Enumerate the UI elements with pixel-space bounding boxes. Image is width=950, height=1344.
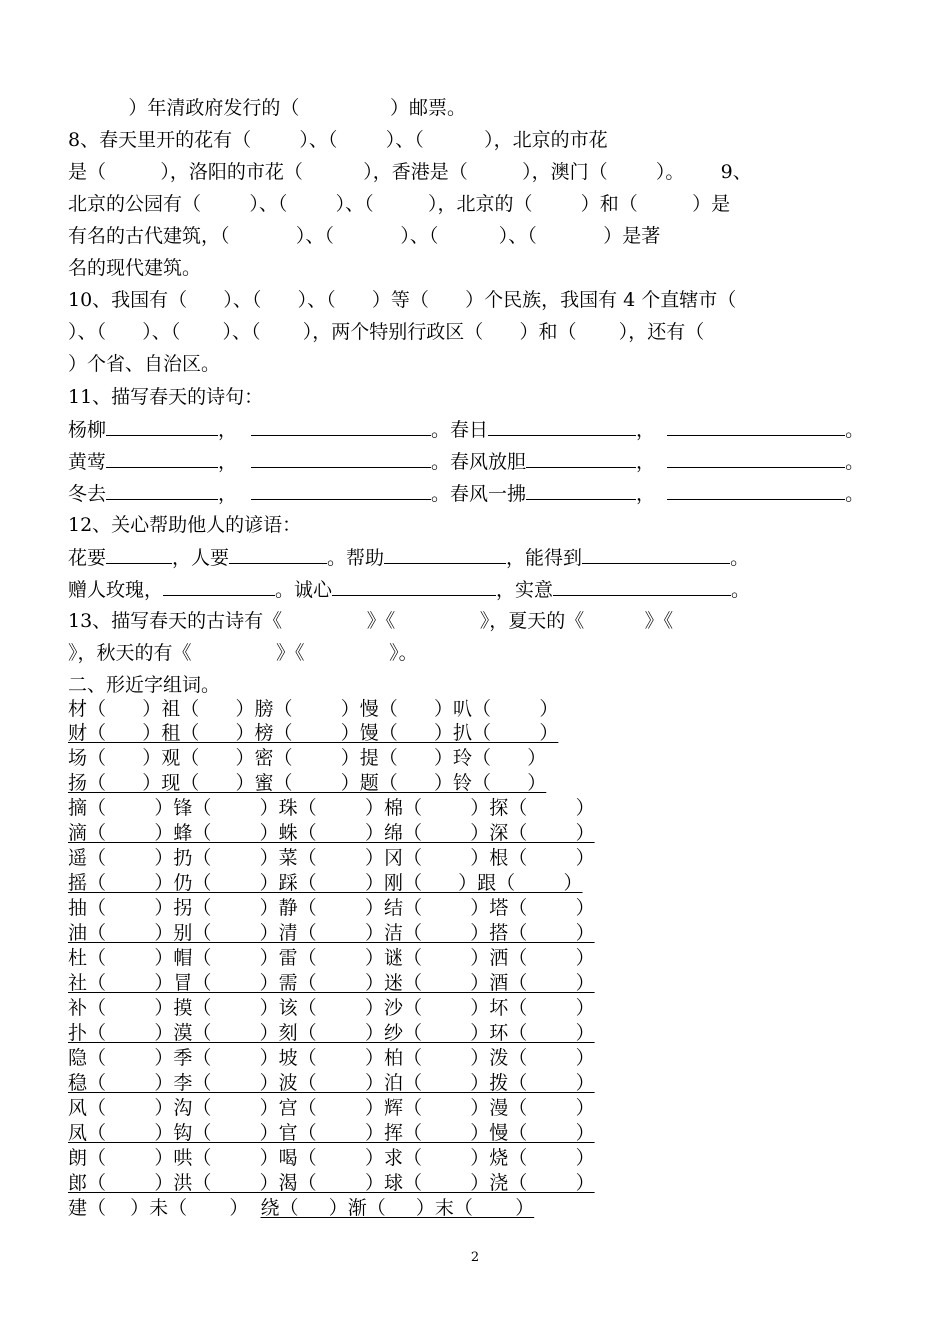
answer-blank[interactable]	[251, 449, 431, 468]
answer-blank[interactable]	[526, 481, 636, 500]
poem-mid: 。春风放胆	[431, 451, 527, 473]
char-row: 补（ ）摸（ ）该（ ）沙（ ）坏（ ）	[68, 997, 595, 1019]
punct: 。	[731, 579, 751, 601]
proverb-text: ，能得到	[506, 547, 583, 569]
text-line: 名的现代建筑。	[68, 257, 202, 279]
text-line: 是（ ），洛阳的市花（ ），香港是（ ），澳门（ ）。 9、	[68, 161, 752, 183]
punct: 。	[730, 547, 750, 569]
answer-blank[interactable]	[163, 577, 275, 596]
punct: ，	[218, 483, 238, 505]
answer-blank[interactable]	[667, 481, 845, 500]
poem-line	[68, 449, 864, 474]
poem-prefix: 杨柳	[68, 419, 107, 441]
proverb-line	[68, 577, 750, 602]
answer-blank[interactable]	[332, 577, 496, 596]
char-row: 杜（ ）帽（ ）雷（ ）谜（ ）洒（ ）	[68, 947, 595, 969]
text-line: 8、春天里开的花有（ ）、（ ）、（ ），北京的市花	[68, 129, 608, 151]
proverb-text: ，实意	[496, 579, 554, 601]
answer-blank[interactable]	[251, 417, 431, 436]
section-12-title: 12、关心帮助他人的谚语：	[68, 514, 302, 536]
char-row-part: 绕（ ）渐（ ）末（ ）	[260, 1197, 535, 1219]
section-13-line: 》，秋天的有《 》《 》。	[68, 642, 418, 664]
char-row: 场（ ）观（ ）密（ ）提（ ）玲（ ）	[68, 747, 547, 769]
proverb-text: 花要	[68, 547, 107, 569]
text-line: ）年清政府发行的（ ）邮票。	[68, 97, 466, 119]
char-row: 凤（ ）钩（ ）官（ ）挥（ ）慢（ ）	[68, 1122, 595, 1144]
punct: 。	[845, 419, 865, 441]
poem-line	[68, 417, 864, 442]
answer-blank[interactable]	[488, 417, 636, 436]
answer-blank[interactable]	[251, 481, 431, 500]
answer-blank[interactable]	[384, 545, 506, 564]
proverb-text: 。帮助	[327, 547, 385, 569]
text-line: ）、（ ）、（ ）、（ ），两个特别行政区（ ）和（ ），还有（	[68, 321, 705, 343]
punct: 。	[845, 483, 865, 505]
proverb-line	[68, 545, 749, 570]
poem-prefix: 黄莺	[68, 451, 107, 473]
char-row: 遥（ ）扔（ ）菜（ ）冈（ ）根（ ）	[68, 847, 595, 869]
char-row: 财（ ）租（ ）榜（ ）馒（ ）扒（ ）	[68, 722, 559, 744]
char-row: 郎（ ）洪（ ）渴（ ）球（ ）浇（ ）	[68, 1172, 595, 1194]
char-row: 扑（ ）漠（ ）刻（ ）纱（ ）环（ ）	[68, 1022, 595, 1044]
char-row: 抽（ ）拐（ ）静（ ）结（ ）塔（ ）	[68, 897, 595, 919]
poem-mid: 。春风一拂	[431, 483, 527, 505]
char-row: 朗（ ）哄（ ）喝（ ）求（ ）烧（ ）	[68, 1147, 595, 1169]
char-row: 滴（ ）蜂（ ）蛛（ ）绵（ ）深（ ）	[68, 822, 595, 844]
section-13-line: 13、描写春天的古诗有《 》《 》，夏天的《 》《	[68, 610, 674, 632]
punct: ，	[218, 451, 238, 473]
answer-blank[interactable]	[106, 545, 172, 564]
answer-blank[interactable]	[106, 417, 218, 436]
answer-blank[interactable]	[667, 417, 845, 436]
char-row: 油（ ）别（ ）清（ ）洁（ ）搭（ ）	[68, 922, 595, 944]
section-2-title: 二、形近字组词。	[68, 674, 221, 696]
char-row: 材（ ）祖（ ）膀（ ）慢（ ）叭（ ）	[68, 698, 559, 720]
char-row: 稳（ ）李（ ）波（ ）泊（ ）拨（ ）	[68, 1072, 595, 1094]
text-line: 10、我国有（ ）、（ ）、（ ）等（ ）个民族，我国有 4 个直辖市（	[68, 289, 737, 311]
section-11-title: 11、描写春天的诗句：	[68, 386, 264, 408]
punct: 。	[845, 451, 865, 473]
text-line: ）个省、自治区。	[68, 353, 221, 375]
proverb-text: ，人要	[172, 547, 230, 569]
poem-line	[68, 481, 864, 506]
answer-blank[interactable]	[582, 545, 730, 564]
char-row-part: 建（ ）未（ ）	[68, 1197, 261, 1219]
answer-blank[interactable]	[667, 449, 845, 468]
proverb-text: 。诚心	[275, 579, 333, 601]
char-row-last	[68, 1196, 534, 1220]
char-row: 摘（ ）锋（ ）珠（ ）棉（ ）探（ ）	[68, 797, 595, 819]
char-row: 隐（ ）季（ ）坡（ ）柏（ ）泼（ ）	[68, 1047, 595, 1069]
char-row: 社（ ）冒（ ）需（ ）迷（ ）酒（ ）	[68, 972, 595, 994]
proverb-text: 赠人玫瑰，	[68, 579, 164, 601]
page-number: 2	[470, 1250, 480, 1265]
punct: ，	[636, 451, 656, 473]
answer-blank[interactable]	[526, 449, 636, 468]
poem-prefix: 冬去	[68, 483, 107, 505]
answer-blank[interactable]	[553, 577, 731, 596]
char-row: 摇（ ）仍（ ）踩（ ）刚（ ）跟（ ）	[68, 872, 583, 894]
answer-blank[interactable]	[229, 545, 327, 564]
answer-blank[interactable]	[106, 449, 218, 468]
punct: ，	[218, 419, 238, 441]
punct: ，	[636, 419, 656, 441]
punct: ，	[636, 483, 656, 505]
poem-mid: 。春日	[431, 419, 489, 441]
char-row: 扬（ ）现（ ）蜜（ ）题（ ）铃（ ）	[68, 772, 547, 794]
text-line: 北京的公园有（ ）、（ ）、（ ），北京的（ ）和（ ）是	[68, 193, 731, 215]
char-row: 风（ ）沟（ ）宫（ ）辉（ ）漫（ ）	[68, 1097, 595, 1119]
answer-blank[interactable]	[106, 481, 218, 500]
text-line: 有名的古代建筑，（ ）、（ ）、（ ）、（ ）是著	[68, 225, 661, 247]
